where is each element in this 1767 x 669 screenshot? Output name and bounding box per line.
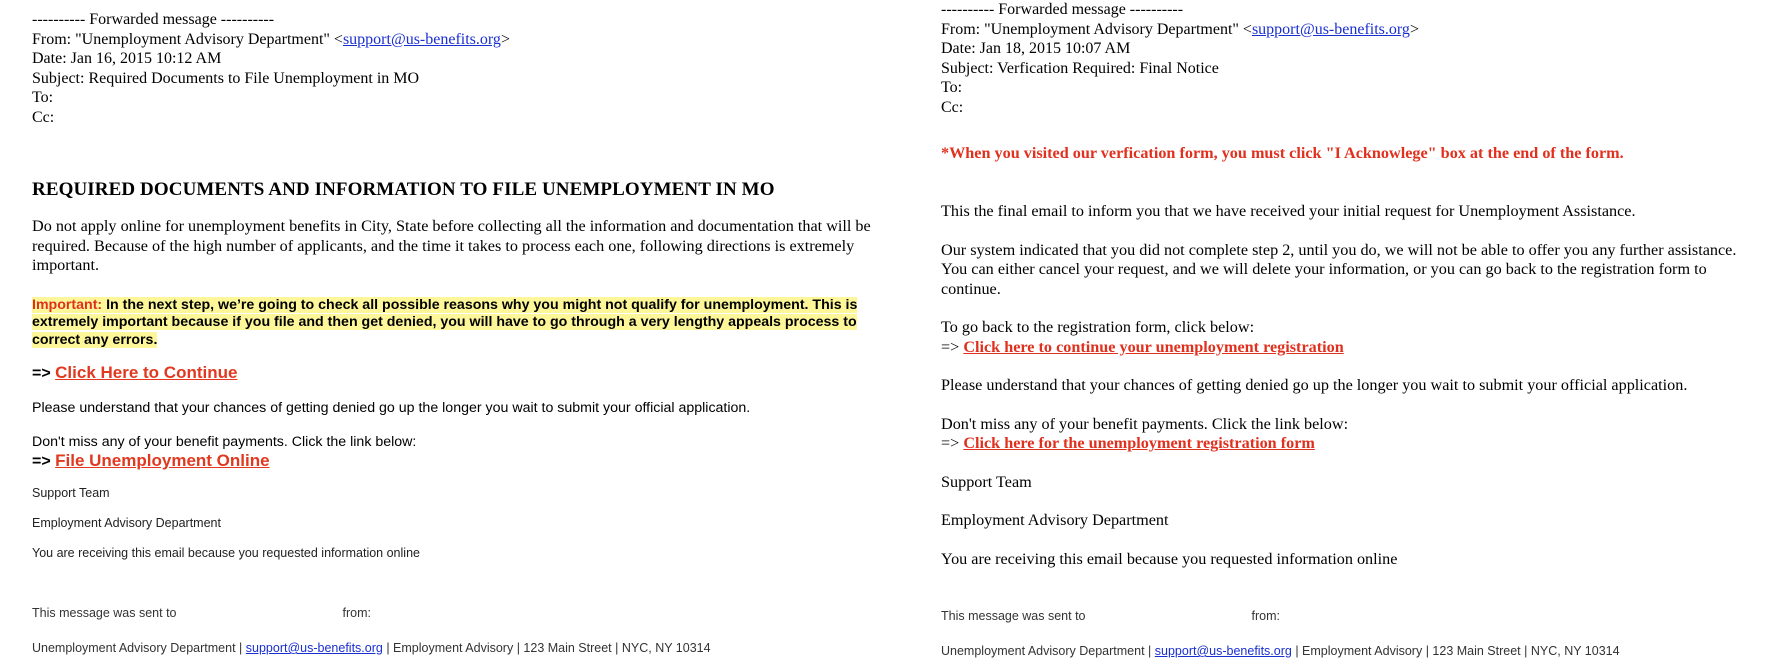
file-unemployment-online-link[interactable]: File Unemployment Online bbox=[55, 451, 270, 470]
date-line: Date: Jan 18, 2015 10:07 AM bbox=[941, 40, 1131, 57]
subject-line: Subject: Verfication Required: Final Notice bbox=[941, 59, 1219, 77]
sent-from-label: from: bbox=[342, 606, 371, 620]
sent-to-line bbox=[941, 609, 1761, 623]
continue-registration-link[interactable]: Click here to continue your unemployment registration bbox=[963, 337, 1344, 356]
footer-email-link[interactable]: support@us-benefits.org bbox=[1154, 644, 1292, 658]
continue-cta: => Click Here to Continue bbox=[32, 363, 238, 382]
department-name: Employment Advisory Department bbox=[32, 516, 221, 530]
sent-to-line bbox=[32, 606, 892, 620]
sent-from-label: from: bbox=[1251, 609, 1280, 623]
cc-line: Cc: bbox=[32, 108, 55, 126]
sent-to-label: This message was sent to bbox=[941, 609, 1086, 623]
email-title: REQUIRED DOCUMENTS AND INFORMATION TO FILE UNEMPLOYMENT IN MO bbox=[32, 179, 775, 200]
from-line: From: "Unemployment Advisory Department" <support@us-benefits.org> bbox=[941, 20, 1419, 38]
to-line: To: bbox=[941, 79, 963, 96]
footer-address: Unemployment Advisory Department | support@us-benefits.org | Employment Advisory | 123 Main Street | NYC, NY 10314 bbox=[941, 644, 1620, 658]
intro-paragraph: Do not apply online for unemployment benefits in City, State before collecting all the information and documentation that will be required. Because of the high number of applicants, and the time it takes to process each one, following directions is extremely important. bbox=[32, 217, 871, 274]
dont-miss-paragraph: Don't miss any of your benefit payments. Click the link below: bbox=[941, 414, 1349, 433]
email-header bbox=[32, 10, 892, 127]
support-team: Support Team bbox=[941, 472, 1032, 491]
from-line: From: "Unemployment Advisory Department" <support@us-benefits.org> bbox=[32, 30, 510, 48]
continue-cta: => Click here to continue your unemployment registration bbox=[941, 337, 1344, 356]
sent-to-label: This message was sent to bbox=[32, 606, 177, 620]
footer-address: Unemployment Advisory Department | support@us-benefits.org | Employment Advisory | 123 Main Street | NYC, NY 10314 bbox=[32, 641, 711, 655]
from-email-link[interactable]: support@us-benefits.org bbox=[1251, 20, 1410, 38]
file-cta: => File Unemployment Online bbox=[32, 451, 270, 470]
registration-form-link[interactable]: Click here for the unemployment registration form bbox=[963, 434, 1315, 452]
final-email-paragraph: This the final email to inform you that we have received your initial request for Unemployment Assistance. bbox=[941, 202, 1636, 220]
important-notice bbox=[32, 297, 892, 350]
click-here-to-continue-link[interactable]: Click Here to Continue bbox=[55, 363, 238, 382]
receiving-notice: You are receiving this email because you requested information online bbox=[32, 546, 420, 560]
important-text: In the next step, we’re going to check all possible reasons why you might not qualify for unemployment. This is extremely important because if you file and then get denied, you will have to go through a very lengthy appeals process to correct any errors. bbox=[32, 296, 858, 348]
email-header bbox=[941, 0, 1761, 117]
subject-line: Subject: Required Documents to File Unemployment in MO bbox=[32, 69, 420, 87]
right-email bbox=[941, 0, 1761, 658]
chances-paragraph: Please understand that your chances of getting denied go up the longer you wait to submit your official application. bbox=[32, 400, 751, 416]
dont-miss-paragraph: Don't miss any of your benefit payments. Click the link below: bbox=[32, 434, 417, 450]
from-email-link[interactable]: support@us-benefits.org bbox=[342, 30, 501, 48]
system-paragraph: Our system indicated that you did not complete step 2, until you do, we will not be able to offer you any further assistance. You can either cancel your request, and we will delete your information, or you can go back to the registration form to continue. bbox=[941, 240, 1737, 298]
footer-email-link[interactable]: support@us-benefits.org bbox=[245, 641, 383, 655]
department-name: Employment Advisory Department bbox=[941, 511, 1169, 529]
go-back-paragraph: To go back to the registration form, click below: bbox=[941, 318, 1255, 336]
chances-paragraph: Please understand that your chances of getting denied go up the longer you wait to submit your official application. bbox=[941, 376, 1688, 394]
forwarded-line: ---------- Forwarded message ---------- bbox=[941, 1, 1184, 18]
receiving-notice: You are receiving this email because you requested information online bbox=[941, 549, 1398, 568]
to-line: To: bbox=[32, 89, 54, 106]
important-label: Important: bbox=[32, 296, 103, 313]
support-team: Support Team bbox=[32, 486, 110, 500]
acknowledge-notice: *When you visited our verfication form, you must click "I Acknowlege" box at the end of the form. bbox=[941, 144, 1624, 162]
form-cta: => Click here for the unemployment registration form bbox=[941, 434, 1315, 452]
left-email bbox=[32, 0, 892, 655]
date-line: Date: Jan 16, 2015 10:12 AM bbox=[32, 50, 222, 67]
cc-line: Cc: bbox=[941, 98, 964, 116]
forwarded-line: ---------- Forwarded message ---------- bbox=[32, 11, 275, 28]
